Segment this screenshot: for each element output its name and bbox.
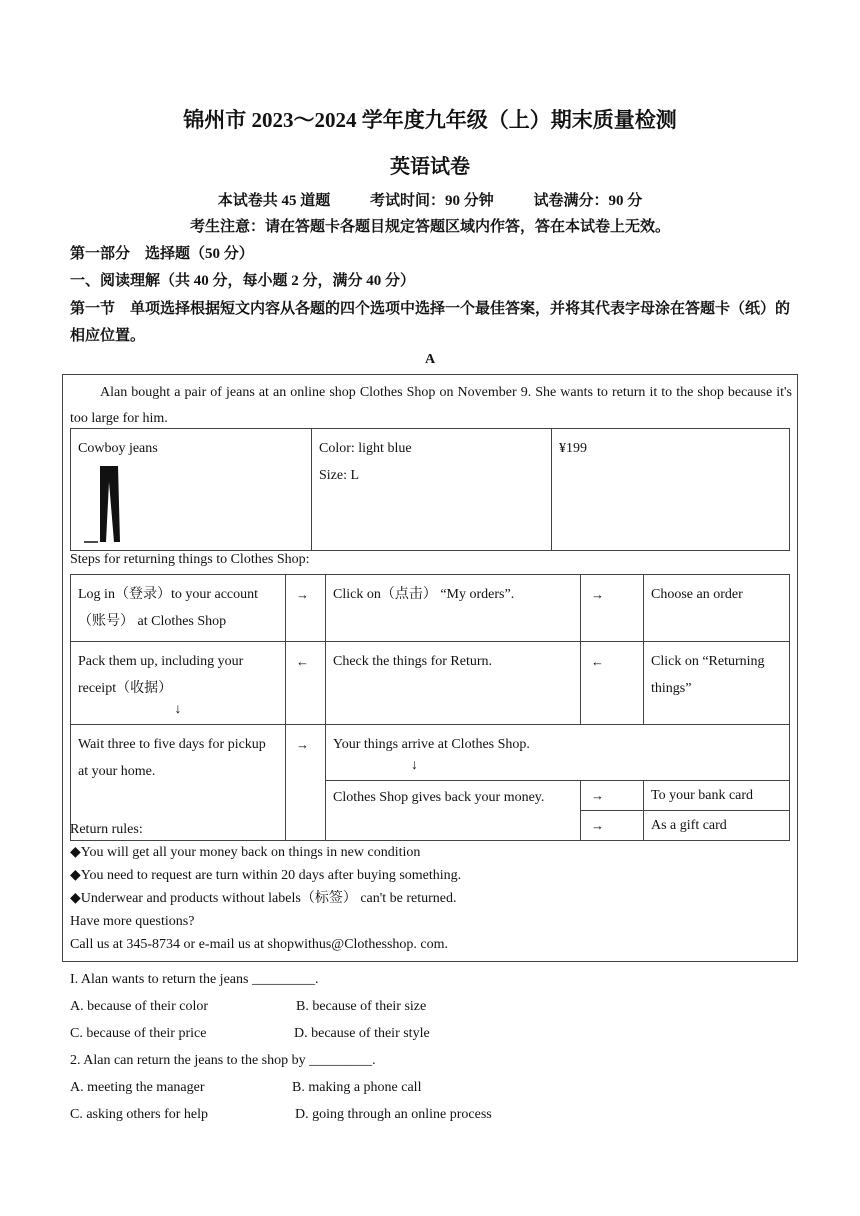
arrow-right-icon: → — [581, 811, 644, 841]
option-c[interactable]: C. because of their price — [70, 1026, 207, 1041]
question-stem: I. Alan wants to return the jeans _________. — [70, 972, 319, 987]
product-size: Size: L — [319, 468, 360, 483]
step-pack — [71, 642, 286, 725]
step-pack-text: Pack them up, including your receipt（收据） — [78, 654, 244, 696]
exam-title: 锦州市 2023～2024 学年度九年级（上）期末质量检测 — [183, 108, 677, 132]
contact-info: Call us at 345-8734 or e-mail us at shopwithus@Clothesshop. com. — [70, 937, 449, 952]
question-count: 本试卷共 45 道题 — [217, 193, 331, 209]
exam-subtitle: 英语试卷 — [390, 156, 470, 178]
full-score: 试卷满分：90 分 — [533, 193, 643, 209]
exam-time: 考试时间：90 分钟 — [369, 193, 494, 209]
jeans-icon — [78, 464, 126, 544]
exam-notice: 考生注意：请在答题卡各题目规定答题区域内作答，答在本试卷上无效。 — [189, 219, 670, 235]
product-color: Color: light blue — [319, 441, 412, 456]
arrow-down-icon: ↓ — [174, 702, 182, 717]
step-refund: Clothes Shop gives back your money. — [326, 781, 581, 841]
step-click-return: Click on “Returning things” — [644, 642, 790, 725]
passage-label: A — [424, 352, 436, 367]
product-details-cell — [312, 429, 552, 551]
arrow-right-icon: → — [286, 575, 326, 642]
rule-item: ◆You need to request are turn within 20 days after buying something. — [70, 868, 462, 883]
question-2 — [70, 1047, 790, 1127]
refund-bank-card: To your bank card — [644, 781, 790, 811]
exam-meta — [0, 189, 860, 210]
reading-heading: 一、阅读理解（共 40 分，每小题 2 分，满分 40 分） — [70, 273, 416, 289]
option-c[interactable]: C. asking others for help — [70, 1107, 209, 1122]
option-d[interactable]: D. because of their style — [294, 1026, 430, 1041]
steps-label: Steps for returning things to Clothes Shop: — [70, 552, 310, 567]
step-login: Log in（登录）to your account（账号） at Clothes Shop — [71, 575, 286, 642]
step-wait: Wait three to five days for pickup at your home. — [71, 725, 286, 841]
return-rules — [70, 818, 461, 956]
passage-intro: Alan bought a pair of jeans at an online shop Clothes Shop on November 9. She wants to return it to the shop because it's too large for him. — [70, 385, 792, 426]
product-name: Cowboy jeans — [78, 441, 158, 456]
step-click-orders: Click on（点击） “My orders”. — [326, 575, 581, 642]
question-1 — [70, 966, 790, 1046]
rule-item: ◆Underwear and products without labels（标签） can't be returned. — [70, 891, 457, 906]
refund-gift-card: As a gift card — [644, 811, 790, 841]
product-price: ¥199 — [552, 429, 790, 551]
option-b[interactable]: B. because of their size — [296, 999, 427, 1014]
arrow-left-icon: ← — [581, 642, 644, 725]
question-stem: 2. Alan can return the jeans to the shop by _________. — [70, 1053, 376, 1068]
step-check: Check the things for Return. — [326, 642, 581, 725]
step-choose-order: Choose an order — [644, 575, 790, 642]
rules-label: Return rules: — [70, 822, 143, 837]
part-heading: 第一部分 选择题（50 分） — [70, 246, 254, 262]
section-instruction: 第一节 单项选择根据短文内容从各题的四个选项中选择一个最佳答案，并将其代表字母涂在答题卡（纸）的相应位置。 — [70, 301, 791, 344]
arrow-right-icon: → — [581, 781, 644, 811]
more-questions: Have more questions? — [70, 914, 195, 929]
option-a[interactable]: A. meeting the manager — [70, 1080, 205, 1095]
arrow-right-icon: → — [286, 725, 326, 841]
product-table — [70, 428, 790, 551]
option-b[interactable]: B. making a phone call — [292, 1080, 422, 1095]
steps-table — [70, 574, 790, 841]
product-cell — [71, 429, 312, 551]
option-a[interactable]: A. because of their color — [70, 999, 208, 1014]
step-arrive — [326, 725, 790, 781]
rule-item: ◆You will get all your money back on things in new condition — [70, 845, 421, 860]
step-arrive-text: Your things arrive at Clothes Shop. — [333, 737, 530, 752]
option-d[interactable]: D. going through an online process — [295, 1107, 492, 1122]
arrow-left-icon: ← — [286, 642, 326, 725]
arrow-down-icon: ↓ — [411, 758, 418, 773]
arrow-right-icon: → — [581, 575, 644, 642]
